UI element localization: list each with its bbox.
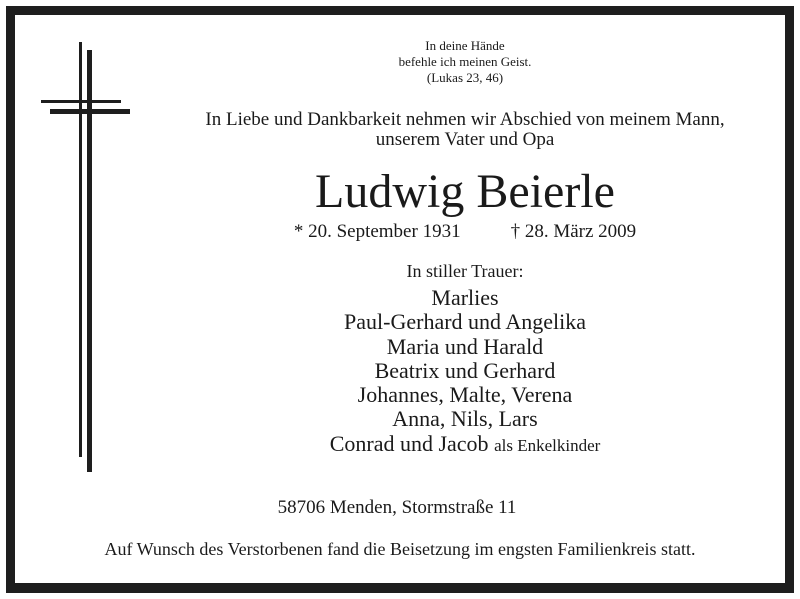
mourner-note: als Enkelkinder — [494, 435, 601, 455]
motto-line: (Lukas 23, 46) — [426, 70, 504, 85]
motto-line: In deine Hände — [425, 38, 505, 53]
intro — [65, 110, 800, 150]
mourner: Beatrix und Gerhard — [374, 357, 556, 383]
mourner: Marlies — [431, 285, 499, 310]
mourner: Paul-Gerhard und Angelika — [344, 309, 586, 335]
deceased-name: Ludwig Beierle — [315, 165, 615, 218]
address: 58706 Menden, Stormstraße 11 — [277, 497, 517, 518]
footer-note: Auf Wunsch des Verstorbenen fand die Beisetzung im engsten Familienkreis statt. — [104, 539, 696, 559]
dates — [65, 221, 800, 243]
mourners-list — [65, 286, 800, 458]
intro-line: In Liebe und Dankbarkeit nehmen wir Abschied von meinem Mann, — [205, 109, 725, 130]
mourner: Johannes, Malte, Verena — [357, 382, 573, 408]
death-date: † 28. März 2009 — [510, 221, 637, 242]
birth-date: * 20. September 1931 — [293, 221, 461, 242]
motto-line: befehle ich meinen Geist. — [398, 54, 532, 69]
mourner — [65, 432, 800, 458]
mourner-names: Conrad und Jacob — [329, 430, 489, 456]
mourning-label: In stiller Trauer: — [406, 261, 524, 281]
mourner: Maria und Harald — [386, 333, 544, 359]
intro-line: unserem Vater und Opa — [375, 129, 555, 150]
motto — [65, 38, 800, 86]
mourner: Anna, Nils, Lars — [392, 406, 538, 432]
